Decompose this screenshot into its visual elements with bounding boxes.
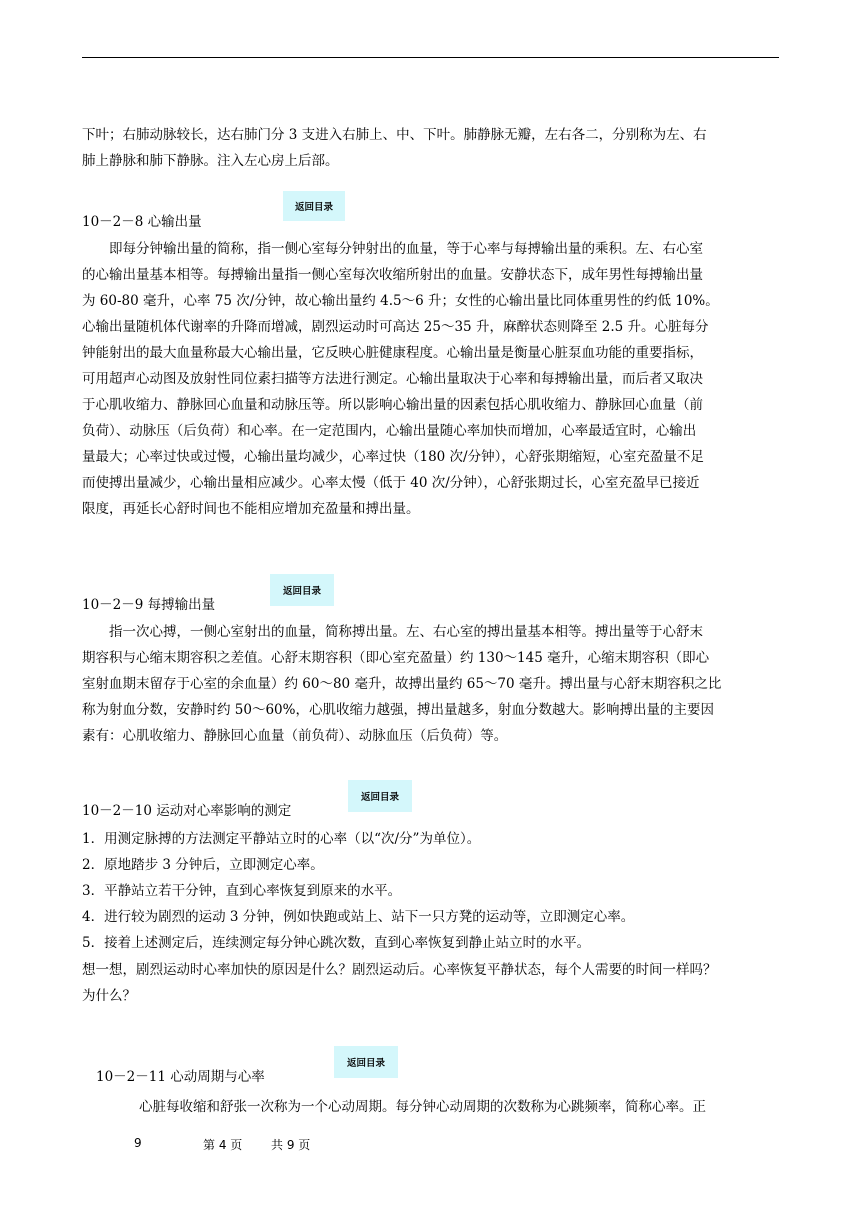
back-to-toc-button[interactable]: 返回目录 — [283, 191, 345, 221]
body-line: 可用超声心动图及放射性同位素扫描等方法进行测定。心输出量取决于心率和每搏输出量，而后者又取决 — [82, 371, 703, 387]
back-to-toc-button[interactable]: 返回目录 — [334, 1046, 398, 1078]
body-line: 负荷）、动脉压（后负荷）和心率。在一定范围内，心输出量随心率加快而增加，心率最适宜时，心输出 — [82, 423, 697, 439]
body-line: 指一次心搏，一侧心室射出的血量，简称搏出量。左、右心室的搏出量基本相等。搏出量等于心舒末 — [82, 624, 703, 640]
body-line: 心输出量随机体代谢率的升降而增减，剧烈运动时可高达 25～35 升，麻醉状态则降至 2.5 升。心脏每分 — [82, 319, 709, 335]
body-line: 室射血期末留存于心室的余血量）约 60～80 毫升，故搏出量约 65～70 毫升。搏出量与心舒末期容积之比 — [82, 676, 722, 692]
intro-line-2: 肺上静脉和肺下静脉。注入左心房上后部。 — [82, 153, 339, 169]
back-to-toc-button[interactable]: 返回目录 — [348, 780, 412, 812]
body-line: 的心输出量基本相等。每搏输出量指一侧心室每次收缩所射出的血量。安静状态下，成年男性每搏输出量 — [82, 267, 703, 283]
body-line: 于心肌收缩力、静脉回心血量和动脉压等。所以影响心输出量的因素包括心肌收缩力、静脉回心血量（前 — [82, 397, 703, 413]
footer-left-number: 9 — [134, 1136, 142, 1150]
question-line: 为什么？ — [82, 988, 136, 1004]
question-line: 想一想，剧烈运动时心率加快的原因是什么？剧烈运动后。心率恢复平静状态，每个人需要的时间一样吗？ — [82, 962, 717, 978]
list-item: 4．进行较为剧烈的运动 3 分钟，例如快跑或站上、站下一只方凳的运动等，立即测定心率。 — [82, 909, 635, 925]
section-title-cardiac-output: 10－2－8 心输出量 — [82, 214, 202, 230]
intro-line-1: 下叶；右肺动脉较长，达右肺门分 3 支进入右肺上、中、下叶。肺静脉无瓣，左右各二，分别称为左、右 — [82, 127, 707, 143]
list-item: 3．平静站立若干分钟，直到心率恢复到原来的水平。 — [82, 883, 402, 899]
body-line: 心脏每收缩和舒张一次称为一个心动周期。每分钟心动周期的次数称为心跳频率，简称心率。正 — [112, 1099, 706, 1115]
body-line: 钟能射出的最大血量称最大心输出量，它反映心脏健康程度。心输出量是衡量心脏泵血功能的重要指标， — [82, 345, 703, 361]
footer-page-number: 第 4 页 — [203, 1138, 243, 1152]
body-line: 为 60-80 毫升，心率 75 次/分钟，故心输出量约 4.5～6 升；女性的心输出量比同体重男性的约低 10%。 — [82, 293, 719, 309]
list-item: 2．原地踏步 3 分钟后，立即测定心率。 — [82, 857, 324, 873]
list-item: 1．用测定脉搏的方法测定平静站立时的心率（以“次/分”为单位）。 — [82, 831, 481, 847]
body-line: 素有：心肌收缩力、静脉回心血量（前负荷）、动脉血压（后负荷）等。 — [82, 728, 508, 744]
footer-total-pages: 共 9 页 — [271, 1138, 311, 1152]
body-line: 期容积与心缩末期容积之差值。心舒末期容积（即心室充盈量）约 130～145 毫升，心缩末期容积（即心 — [82, 650, 710, 666]
section-title-stroke-volume: 10－2－9 每搏输出量 — [82, 597, 216, 613]
header-rule — [82, 57, 779, 58]
body-line: 称为射血分数，安静时约 50～60%，心肌收缩力越强，搏出量越多，射血分数越大。影响搏出量的主要因 — [82, 702, 714, 718]
body-line: 即每分钟输出量的简称，指一侧心室每分钟射出的血量，等于心率与每搏输出量的乘积。左、右心室 — [82, 241, 703, 257]
body-line: 量最大；心率过快或过慢，心输出量均减少，心率过快（180 次/分钟），心舒张期缩短，心室充盈量不足 — [82, 449, 704, 465]
list-item: 5．接着上述测定后，连续测定每分钟心跳次数，直到心率恢复到静止站立时的水平。 — [82, 935, 591, 951]
body-line: 而使搏出量减少，心输出量相应减少。心率太慢（低于 40 次/分钟），心舒张期过长，心室充盈早已接近 — [82, 475, 700, 491]
back-to-toc-button[interactable]: 返回目录 — [270, 574, 334, 606]
body-line: 限度，再延长心舒时间也不能相应增加充盈量和搏出量。 — [82, 501, 420, 517]
section-title-exercise-heart-rate: 10－2－10 运动对心率影响的测定 — [82, 803, 292, 819]
section-title-cardiac-cycle: 10－2－11 心动周期与心率 — [96, 1069, 265, 1085]
